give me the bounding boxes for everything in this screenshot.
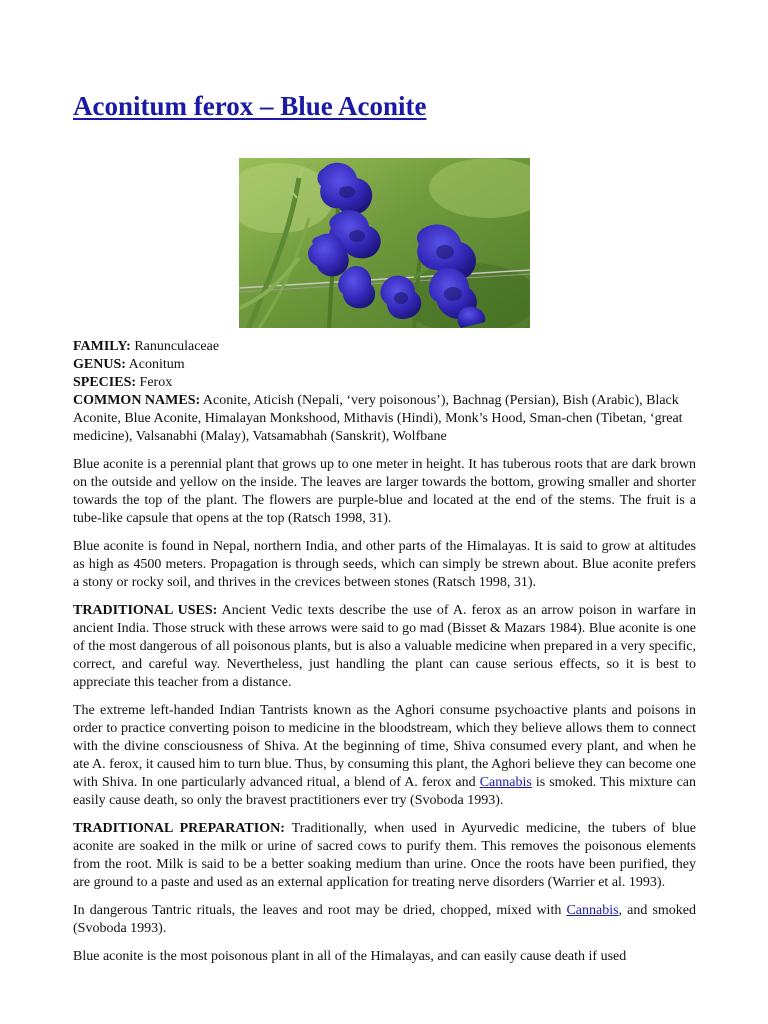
photo-container [73,158,696,328]
traditional-uses-text: Ancient Vedic texts describe the use of A. ferox as an arrow poison in warfare in ancient India. Those struck with these arrows were said to go mad (Bisset & Mazars 1984). Blue aconite is one of the most dangerous of all poisonous plants, but is also a valuable medicine when prepared in a very specific, correct, and careful way. Nevertheless, just handling the plant can cause serious effects, so it is best to appreciate this teacher from a distance. [73,603,696,690]
family-value: Ranunculaceae [134,339,220,354]
genus-label: GENUS: [73,357,126,372]
traditional-uses-paragraph [73,602,696,692]
aghori-text-b: is smoked. This mixture can easily cause death, so only the bravest practitioners ever try (Svoboda 1993). [73,775,697,808]
traditional-preparation-label: TRADITIONAL PREPARATION: [73,821,285,836]
description-paragraph: Blue aconite is a perennial plant that grows up to one meter in height. It has tuberous roots that are dark brown on the outside and yellow on the inside. The leaves are larger towards the bottom, growing smaller and shorter towards the top of the plant. The flowers are purple-blue and located at the end of the stems. The fruit is a tube-like capsule that opens at the top (Ratsch 1998, 31). [73,457,696,526]
common-names-value: Aconite, Aticish (Nepali, ‘very poisonous’), Bachnag (Persian), Bish (Arabic), Black Aconite, Blue Aconite, Himalayan Monkshood, Mithavis (Hindi), Monk’s Hood, Sman-chen (Tibetan, ‘great medicine), Valsanabhi (Malay), Vatsamabhah (Sanskrit), Wolfbane [73,393,683,444]
species-label: SPECIES: [73,375,137,390]
genus-value: Aconitum [128,357,185,372]
aghori-text-a: The extreme left-handed Indian Tantrists known as the Aghori consume psychoactive plants and poisons in order to practice converting poison to medicine in the bloodstream, which they believe allows them to connect with the divine consciousness of Shiva. At the beginning of time, Shiva consumed every plant, and when he ate A. ferox, it caused him to turn blue. Thus, by consuming this plant, the Aghori believe they can become one with Shiva. In one particularly advanced ritual, a blend of A. ferox and [73,703,696,790]
species-value: Ferox [139,375,173,390]
common-names-row [73,392,696,446]
toxicity-paragraph: Blue aconite is the most poisonous plant in all of the Himalayas, and can easily cause death if used [73,949,627,964]
family-row [73,338,696,356]
document-page [73,88,696,966]
plant-facts [73,338,696,446]
common-names-label: COMMON NAMES: [73,393,201,408]
family-label: FAMILY: [73,339,131,354]
genus-row [73,356,696,374]
aconite-flower-photo [239,158,530,328]
cannabis-link-2[interactable]: Cannabis [566,903,619,918]
page-title: Aconitum ferox – Blue Aconite [73,91,427,121]
tantric-text-a: In dangerous Tantric rituals, the leaves and root may be dried, chopped, mixed with [73,903,567,918]
tantric-paragraph [73,902,696,938]
species-row [73,374,696,392]
tantric-text-b: , and smoked (Svoboda 1993). [73,903,696,936]
traditional-preparation-text: Traditionally, when used in Ayurvedic medicine, the tubers of blue aconite are soaked in the milk or urine of sacred cows to purify them. This removes the poisonous elements from the root. Milk is said to be a better soaking medium than urine. Once the roots have been purified, they are ground to a paste and used as an external application for treating nerve disorders (Warrier et al. 1993). [73,821,696,890]
traditional-preparation-paragraph [73,820,696,892]
aghori-paragraph [73,702,696,810]
habitat-paragraph: Blue aconite is found in Nepal, northern India, and other parts of the Himalayas. It is said to grow at altitudes as high as 4500 meters. Propagation is through seeds, which can simply be strewn about. Blue aconite prefers a stony or rocky soil, and thrives in the crevices between stones (Ratsch 1998, 31). [73,539,696,590]
traditional-uses-label: TRADITIONAL USES: [73,603,218,618]
cannabis-link[interactable]: Cannabis [479,775,532,790]
